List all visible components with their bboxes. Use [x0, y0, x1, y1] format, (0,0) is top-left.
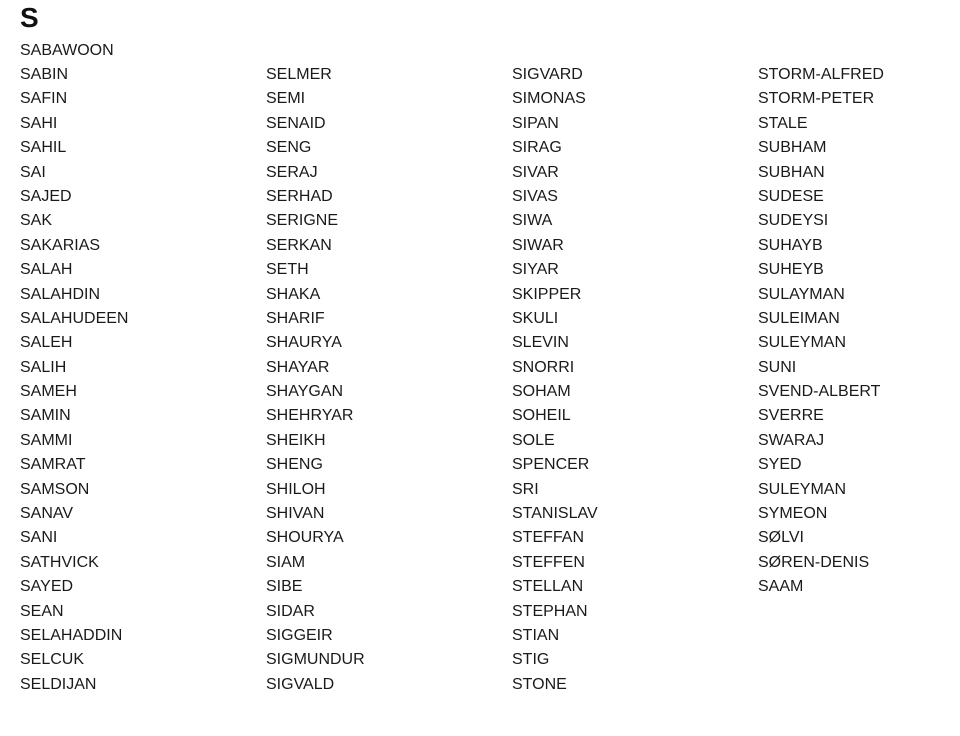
- name-entry: STALE: [758, 114, 808, 132]
- name-entry: SHAYAR: [266, 358, 330, 376]
- name-entry: SØREN-DENIS: [758, 553, 870, 571]
- name-entry: SALIH: [20, 358, 67, 376]
- name-entry: SPENCER: [512, 456, 590, 474]
- name-entry: SABIN: [20, 66, 69, 83]
- name-column-1: [20, 63, 128, 697]
- name-entry: SETH: [266, 261, 309, 279]
- name-entry: SUHEYB: [758, 261, 824, 279]
- name-entry: SAHI: [20, 114, 58, 132]
- name-entry: SAMSON: [20, 480, 90, 498]
- name-entry: SAAM: [758, 578, 804, 596]
- name-entry: SLEVIN: [512, 334, 569, 352]
- name-entry: SHEHRYAR: [266, 407, 354, 425]
- name-entry: SAKARIAS: [20, 236, 101, 254]
- name-entry: SIWAR: [512, 236, 564, 254]
- name-entry: SIMONAS: [512, 90, 586, 108]
- name-entry: STEFFEN: [512, 553, 585, 571]
- name-entry: SIGGEIR: [266, 626, 333, 644]
- name-entry: SALAH: [20, 261, 73, 279]
- name-entry: SAMMI: [20, 431, 73, 449]
- name-entry: SELCUK: [20, 651, 85, 669]
- name-entry: SUBHAN: [758, 163, 825, 181]
- name-entry: SYMEON: [758, 505, 828, 523]
- name-entry: SAYED: [20, 578, 74, 596]
- name-entry: SANAV: [20, 505, 74, 523]
- name-entry: SANI: [20, 529, 58, 547]
- name-entry: SAJED: [20, 187, 72, 205]
- name-entry: SHARIF: [266, 309, 325, 327]
- name-entry: SRI: [512, 480, 539, 498]
- name-entry: SELMER: [266, 66, 332, 83]
- name-entry: SIGMUNDUR: [266, 651, 365, 669]
- name-entry: SIPAN: [512, 114, 559, 132]
- name-entry: SERIGNE: [266, 212, 339, 230]
- name-column-3: [512, 63, 598, 697]
- name-entry: SIDAR: [266, 602, 315, 620]
- name-entry: SERAJ: [266, 163, 318, 181]
- name-entry: SOHAM: [512, 383, 571, 401]
- name-entry: STEPHAN: [512, 602, 588, 620]
- name-entry: SNORRI: [512, 358, 575, 376]
- name-entry: SUDEYSI: [758, 212, 829, 230]
- name-entry: STORM-PETER: [758, 90, 875, 108]
- name-entry: STELLAN: [512, 578, 584, 596]
- name-entry: SULEYMAN: [758, 334, 847, 352]
- name-entry: SIVAR: [512, 163, 559, 181]
- name-entry: STONE: [512, 675, 567, 693]
- name-entry: SVERRE: [758, 407, 824, 425]
- name-entry: SHEIKH: [266, 431, 326, 449]
- name-entry: SERKAN: [266, 236, 332, 254]
- name-entry: SUHAYB: [758, 236, 823, 254]
- name-entry: SHAURYA: [266, 334, 342, 352]
- name-entry: STIAN: [512, 626, 560, 644]
- name-entry: SALAHUDEEN: [20, 309, 129, 327]
- name-entry: SEAN: [20, 602, 64, 620]
- name-entry: SKULI: [512, 309, 559, 327]
- section-letter-heading: S: [20, 2, 39, 33]
- name-entry: SHILOH: [266, 480, 326, 498]
- name-entry: SIGVALD: [266, 675, 335, 693]
- name-entry: SEMI: [266, 90, 306, 108]
- name-entry: STORM-ALFRED: [758, 66, 884, 83]
- name-entry: SHOURYA: [266, 529, 344, 547]
- name-entry: SENAID: [266, 114, 326, 132]
- name-entry: SABAWOON: [20, 42, 114, 59]
- name-entry: SAK: [20, 212, 53, 230]
- name-entry: SIGVARD: [512, 66, 583, 83]
- name-entry: SIAM: [266, 553, 306, 571]
- name-entry: STEFFAN: [512, 529, 585, 547]
- name-entry: SØLVI: [758, 529, 804, 547]
- name-entry: SUDESE: [758, 187, 824, 205]
- name-column-2: [266, 63, 365, 697]
- name-entry: SAFIN: [20, 90, 68, 108]
- name-entry: STIG: [512, 651, 550, 669]
- name-entry: SIWA: [512, 212, 553, 230]
- name-entry: SAMRAT: [20, 456, 86, 474]
- name-entry: SUNI: [758, 358, 797, 376]
- name-entry: SELDIJAN: [20, 675, 97, 693]
- name-entry: STANISLAV: [512, 505, 598, 523]
- name-entry: SIBE: [266, 578, 303, 596]
- name-entry: SALAHDIN: [20, 285, 101, 303]
- name-entry: SAMEH: [20, 383, 77, 401]
- name-entry: SIVAS: [512, 187, 558, 205]
- name-entry: SYED: [758, 456, 802, 474]
- name-entry: SHIVAN: [266, 505, 325, 523]
- name-entry: SELAHADDIN: [20, 626, 123, 644]
- name-entry: SUBHAM: [758, 139, 827, 157]
- name-entry: SHAYGAN: [266, 383, 344, 401]
- name-entry: SULEYMAN: [758, 480, 847, 498]
- name-entry: SWARAJ: [758, 431, 825, 449]
- name-entry: SOLE: [512, 431, 555, 449]
- name-entry: SAI: [20, 163, 46, 181]
- name-entry: SHAKA: [266, 285, 321, 303]
- name-column-4: [758, 63, 884, 600]
- name-entry: SKIPPER: [512, 285, 582, 303]
- name-entry: SALEH: [20, 334, 73, 352]
- name-entry: SHENG: [266, 456, 323, 474]
- name-entry: SVEND-ALBERT: [758, 383, 881, 401]
- name-entry: SIYAR: [512, 261, 559, 279]
- name-entry: SIRAG: [512, 139, 562, 157]
- name-entry: SAMIN: [20, 407, 71, 425]
- name-entry: SAHIL: [20, 139, 67, 157]
- name-entry: SULEIMAN: [758, 309, 840, 327]
- name-entry: SATHVICK: [20, 553, 99, 571]
- name-entry: SERHAD: [266, 187, 333, 205]
- name-entry: SENG: [266, 139, 312, 157]
- name-entry: SOHEIL: [512, 407, 571, 425]
- name-entry: SULAYMAN: [758, 285, 845, 303]
